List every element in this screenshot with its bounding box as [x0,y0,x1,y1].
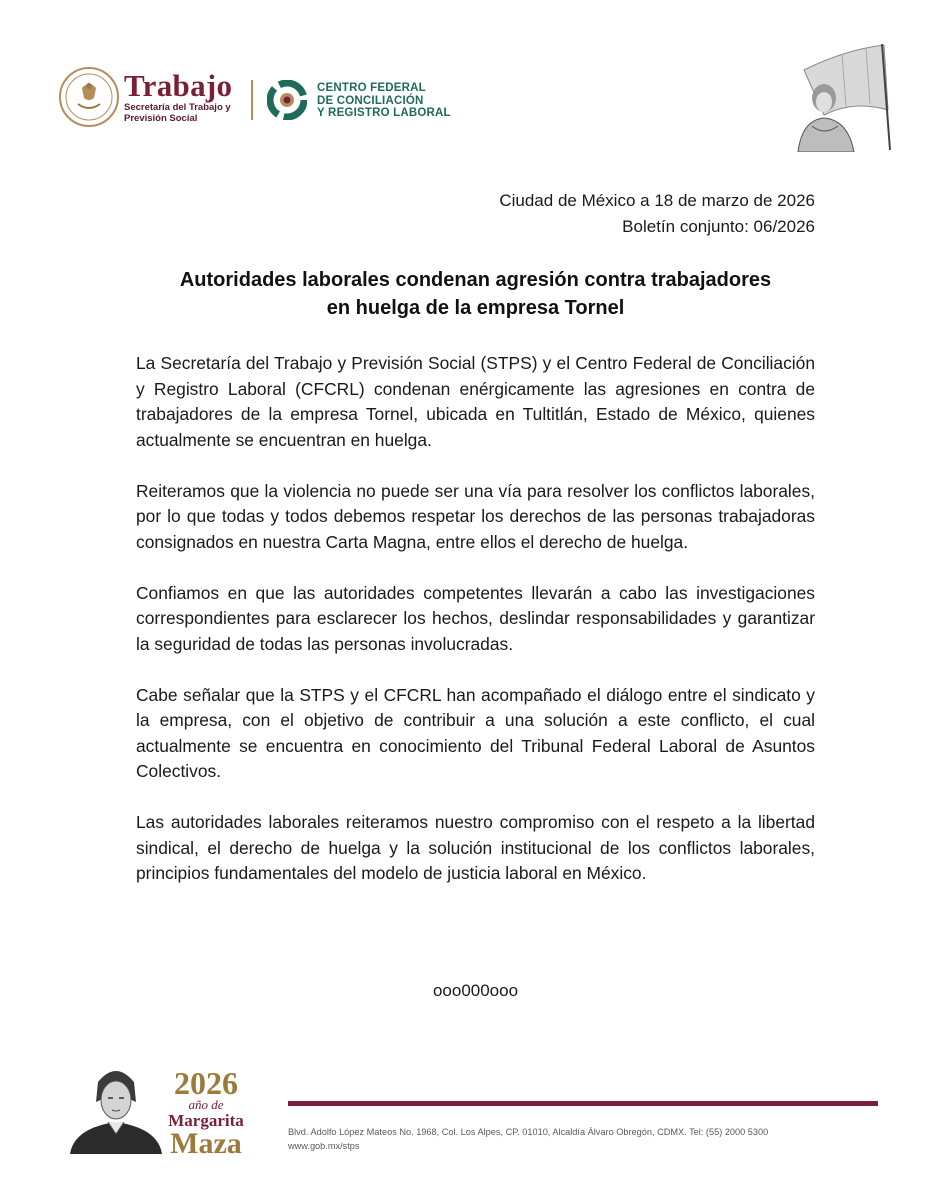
header-divider [251,80,253,120]
year-name-first: Margarita [168,1111,244,1130]
paragraph-5: Las autoridades laborales reiteramos nuestro compromiso con el respeto a la libertad sindical, el derecho de huelga y la solución institucional de los conflictos laborales, principios fundamentales del modelo de justicia laboral en México. [136,812,815,883]
year-name-last: Maza [170,1127,242,1160]
year-number: 2026 [174,1065,238,1101]
cfcrl-logo-icon [267,80,307,120]
heroine-flag-illustration [784,40,894,152]
paragraph-4: Cabe señalar que la STPS y el CFCRL han acompañado el diálogo entre el sindicato y la empresa, con el objetivo de contribuir a una solución a este conflicto, el cual actualmente se encuentra en conocimiento del Tribunal Federal Laboral de Asuntos Colectivos. [136,684,815,781]
document-title [136,266,815,322]
closing-mark: ooo000ooo [432,981,519,1000]
national-seal-icon [58,66,120,128]
stps-logo-title: Trabajo [124,68,233,103]
stps-logo [124,70,244,124]
document-meta [499,188,815,240]
stps-logo-subtitle: Secretaría del Trabajo y Previsión Social [124,102,231,124]
bulletin-number: Boletín conjunto: 06/2026 [622,217,815,236]
cfcrl-line-3: Y REGISTRO LABORAL [317,107,451,119]
footer-bar [288,1101,878,1106]
footer-address: Blvd. Adolfo López Mateos No. 1968, Col. Los Alpes, CP. 01010, Alcaldía Álvaro Obregón, CDMX. Tel: (55) 2000 5300 [288,1127,769,1137]
document-body [136,351,815,912]
year-logo [166,1065,246,1160]
year-text: año de [188,1097,224,1112]
cfcrl-line-1: CENTRO FEDERAL [317,82,426,94]
footer-address-block [288,1125,768,1153]
place-date: Ciudad de México a 18 de marzo de 2026 [499,191,815,210]
paragraph-1: La Secretaría del Trabajo y Previsión Social (STPS) y el Centro Federal de Conciliación y Registro Laboral (CFCRL) condenan enérgicamente las agresiones en contra de trabajadores de la empresa Tornel, ubicada en Tultitlán, Estado de México, quienes actualmente se encuentran en huelga. [136,353,815,450]
cfcrl-line-2: DE CONCILIACIÓN [317,94,424,107]
margarita-maza-portrait [68,1062,164,1154]
footer-website[interactable]: www.gob.mx/stps [288,1141,360,1151]
title-line-1: Autoridades laborales condenan agresión contra trabajadores [179,269,772,291]
cfcrl-logo-text [317,82,451,120]
title-line-2: en huelga de la empresa Tornel [326,297,625,319]
paragraph-3: Confiamos en que las autoridades competentes llevarán a cabo las investigaciones correspondientes para esclarecer los hechos, deslindar responsabilidades y garantizar la seguridad de todas las personas involucradas. [136,582,815,654]
paragraph-2: Reiteramos que la violencia no puede ser una vía para resolver los conflictos laborales, por lo que todas y todos debemos respetar los derechos de las personas trabajadoras consignados en nuestra Carta Magna, entre ellos el derecho de huelga. [136,480,815,552]
